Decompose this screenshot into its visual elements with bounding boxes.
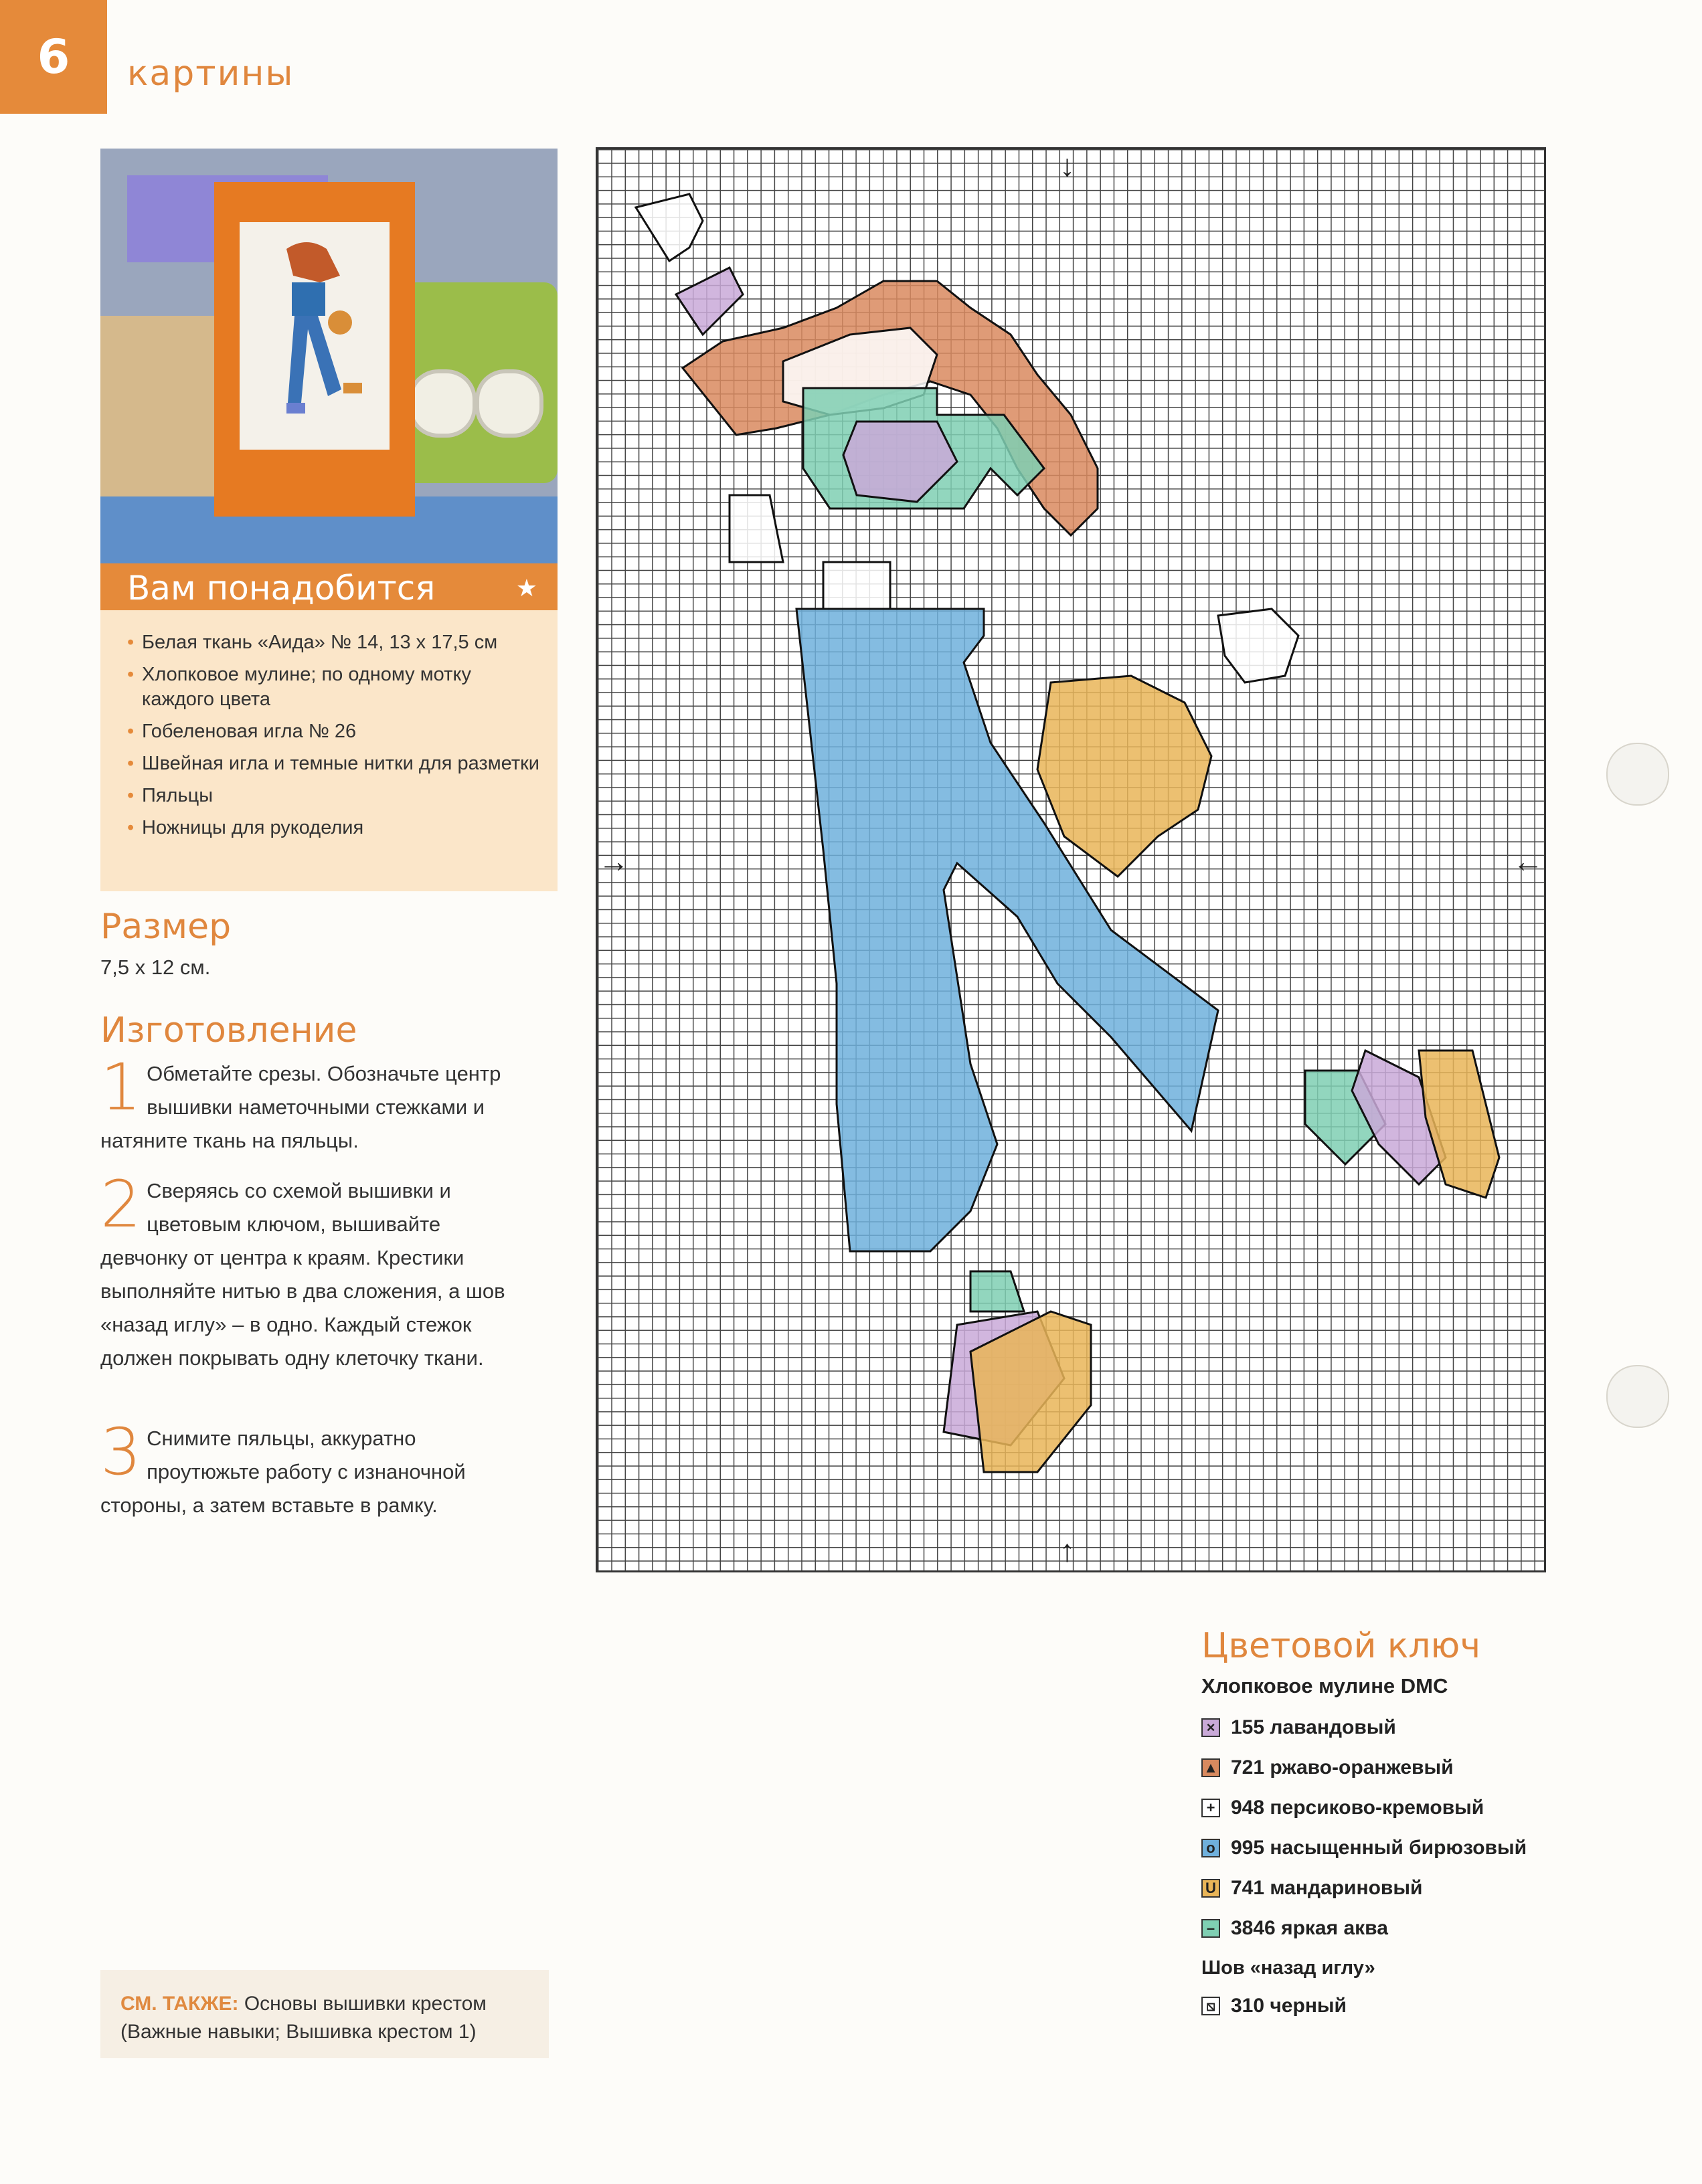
key-row [1201,1795,1484,1821]
see-also-label: СМ. ТАКЖЕ: [120,1993,239,2015]
supplies-item: • Белая ткань «Аида» № 14, 13 х 17,5 см [127,630,542,655]
step-number: 3 [100,1415,142,1489]
step-number: 1 [100,1050,142,1125]
key-row [1201,1915,1388,1942]
key-label: 741 мандариновый [1231,1877,1423,1899]
key-row [1201,1754,1454,1781]
backstitch-heading: Шов «назад иглу» [1201,1957,1375,1979]
supplies-item: • Ножницы для рукоделия [127,816,542,840]
key-label: 155 лавандовый [1231,1716,1396,1738]
key-row [1201,1875,1422,1902]
step-text: Сверяясь со схемой вышивки и цветовым ключом, вышивайте девчонку от центра к краям. Крестики выполняйте нитью в два сложения, а шов «назад иглу» – в одно. Каждый стежок должен покрывать одну клеточку ткани. [100,1179,505,1370]
step-3 [100,1415,515,1522]
step-2 [100,1167,515,1375]
pattern-region-bag [970,676,1499,1472]
see-also-box [100,1970,549,2058]
binder-hole [1606,743,1669,806]
center-marker-bottom-icon: ↑ [1059,1533,1075,1568]
color-key-heading: Цветовой ключ [1201,1626,1481,1666]
size-value: 7,5 х 12 см. [100,955,211,979]
supplies-header [100,563,558,610]
photo-reel [475,369,543,438]
key-label: 948 персиково-кремовый [1231,1797,1484,1819]
supplies-item: • Пяльцы [127,784,542,808]
supplies-item: • Гобеленовая игла № 26 [127,719,542,744]
swatch-icon: – [1201,1919,1220,1938]
section-title: картины [127,54,294,94]
photo-card-window [240,222,390,450]
swatch-icon: + [1201,1799,1220,1817]
see-also-text: Основы вышивки крестом (Важные навыки; Вышивка крестом 1) [120,1993,487,2043]
page-number: 6 [0,0,107,114]
center-marker-top-icon: ↓ [1059,148,1075,183]
step-number: 2 [100,1167,142,1242]
center-marker-right-icon: ← [1513,844,1543,879]
photo-girl-embroidery [240,222,390,450]
swatch-icon: U [1201,1879,1220,1898]
finished-card-photo [100,149,558,563]
supplies-item: • Швейная игла и темные нитки для разметки [127,751,542,776]
backstitch-icon: ⧅ [1201,1997,1220,2015]
supplies-title: Вам понадобится [127,569,436,608]
step-text: Обметайте срезы. Обозначьте центр вышивки наметочными стежками и натяните ткань на пяльцы. [100,1062,501,1152]
star-icon: ★ [515,574,537,602]
key-row [1201,1714,1396,1741]
center-marker-left-icon: → [598,844,629,879]
swatch-icon: o [1201,1839,1220,1857]
swatch-icon: × [1201,1718,1220,1737]
key-row-backstitch [1201,1993,1347,2019]
key-label: 995 насыщенный бирюзовый [1231,1837,1527,1859]
key-label: 721 ржаво-оранжевый [1231,1756,1454,1779]
key-row [1201,1835,1527,1861]
supplies-panel [100,563,558,891]
chart-pattern [596,147,1546,1572]
key-label: 310 черный [1231,1995,1347,2017]
supplies-item: • Хлопковое мулине; по одному мотку каждого цвета [127,662,542,712]
swatch-icon: ▲ [1201,1758,1220,1777]
making-heading: Изготовление [100,1010,357,1051]
cross-stitch-chart [596,147,1546,1572]
supplies-list [127,630,542,848]
size-heading: Размер [100,907,232,947]
color-key-subtitle: Хлопковое мулине DMC [1201,1674,1448,1698]
photo-box [100,316,221,503]
photo-orange-card [214,182,415,517]
photo-reel [408,369,477,438]
binder-hole [1606,1365,1669,1428]
step-1 [100,1050,515,1158]
step-text: Снимите пяльцы, аккуратно проутюжьте работу с изнаночной стороны, а затем вставьте в рамку. [100,1427,466,1517]
key-label: 3846 яркая аква [1231,1917,1388,1939]
